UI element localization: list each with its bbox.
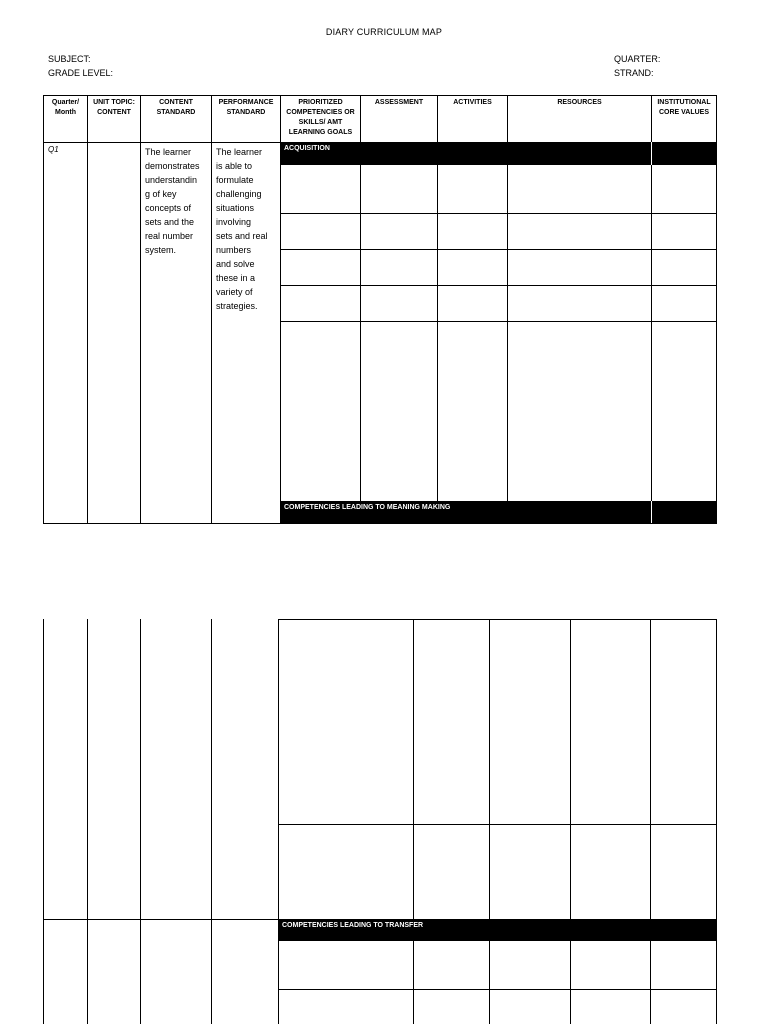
header-institutional-core-values: INSTITUTIONAL CORE VALUES [657, 99, 711, 116]
header-assessment: ASSESSMENT [374, 99, 424, 106]
header-content-standard: CONTENT STANDARD [156, 99, 196, 116]
acquisition-label: ACQUISITION [284, 145, 330, 152]
header-resources: RESOURCES [557, 99, 602, 106]
performance-standard-cell: The learner is able to formulate challenging situations involving sets and real numbers and solve these in a variety of strategies. [216, 147, 268, 311]
transfer-section-bar [278, 919, 717, 941]
strand-label: STRAND: [614, 68, 654, 78]
meaning-making-label: COMPETENCIES LEADING TO MEANING MAKING [284, 504, 451, 511]
content-standard-cell: The learner demonstrates understandin g of key concepts of sets and the real number system. [145, 147, 200, 255]
header-performance-standard: PERFORMANCE STANDARD [218, 99, 274, 116]
subject-label: SUBJECT: [48, 54, 91, 64]
header-activities: ACTIVITIES [453, 99, 492, 106]
quarter-label: QUARTER: [614, 54, 661, 64]
quarter-cell: Q1 [48, 145, 59, 154]
header-quarter-month: Quarter/ Month [51, 99, 80, 116]
header-unit-topic: UNIT TOPIC: CONTENT [93, 99, 135, 116]
grade-level-label: GRADE LEVEL: [48, 68, 114, 78]
document-title: DIARY CURRICULUM MAP [325, 27, 443, 37]
transfer-label: COMPETENCIES LEADING TO TRANSFER [282, 922, 424, 929]
header-prioritized-competencies: PRIORITIZED COMPETENCIES OR SKILLS/ AMT LEARNING GOALS [286, 99, 355, 136]
